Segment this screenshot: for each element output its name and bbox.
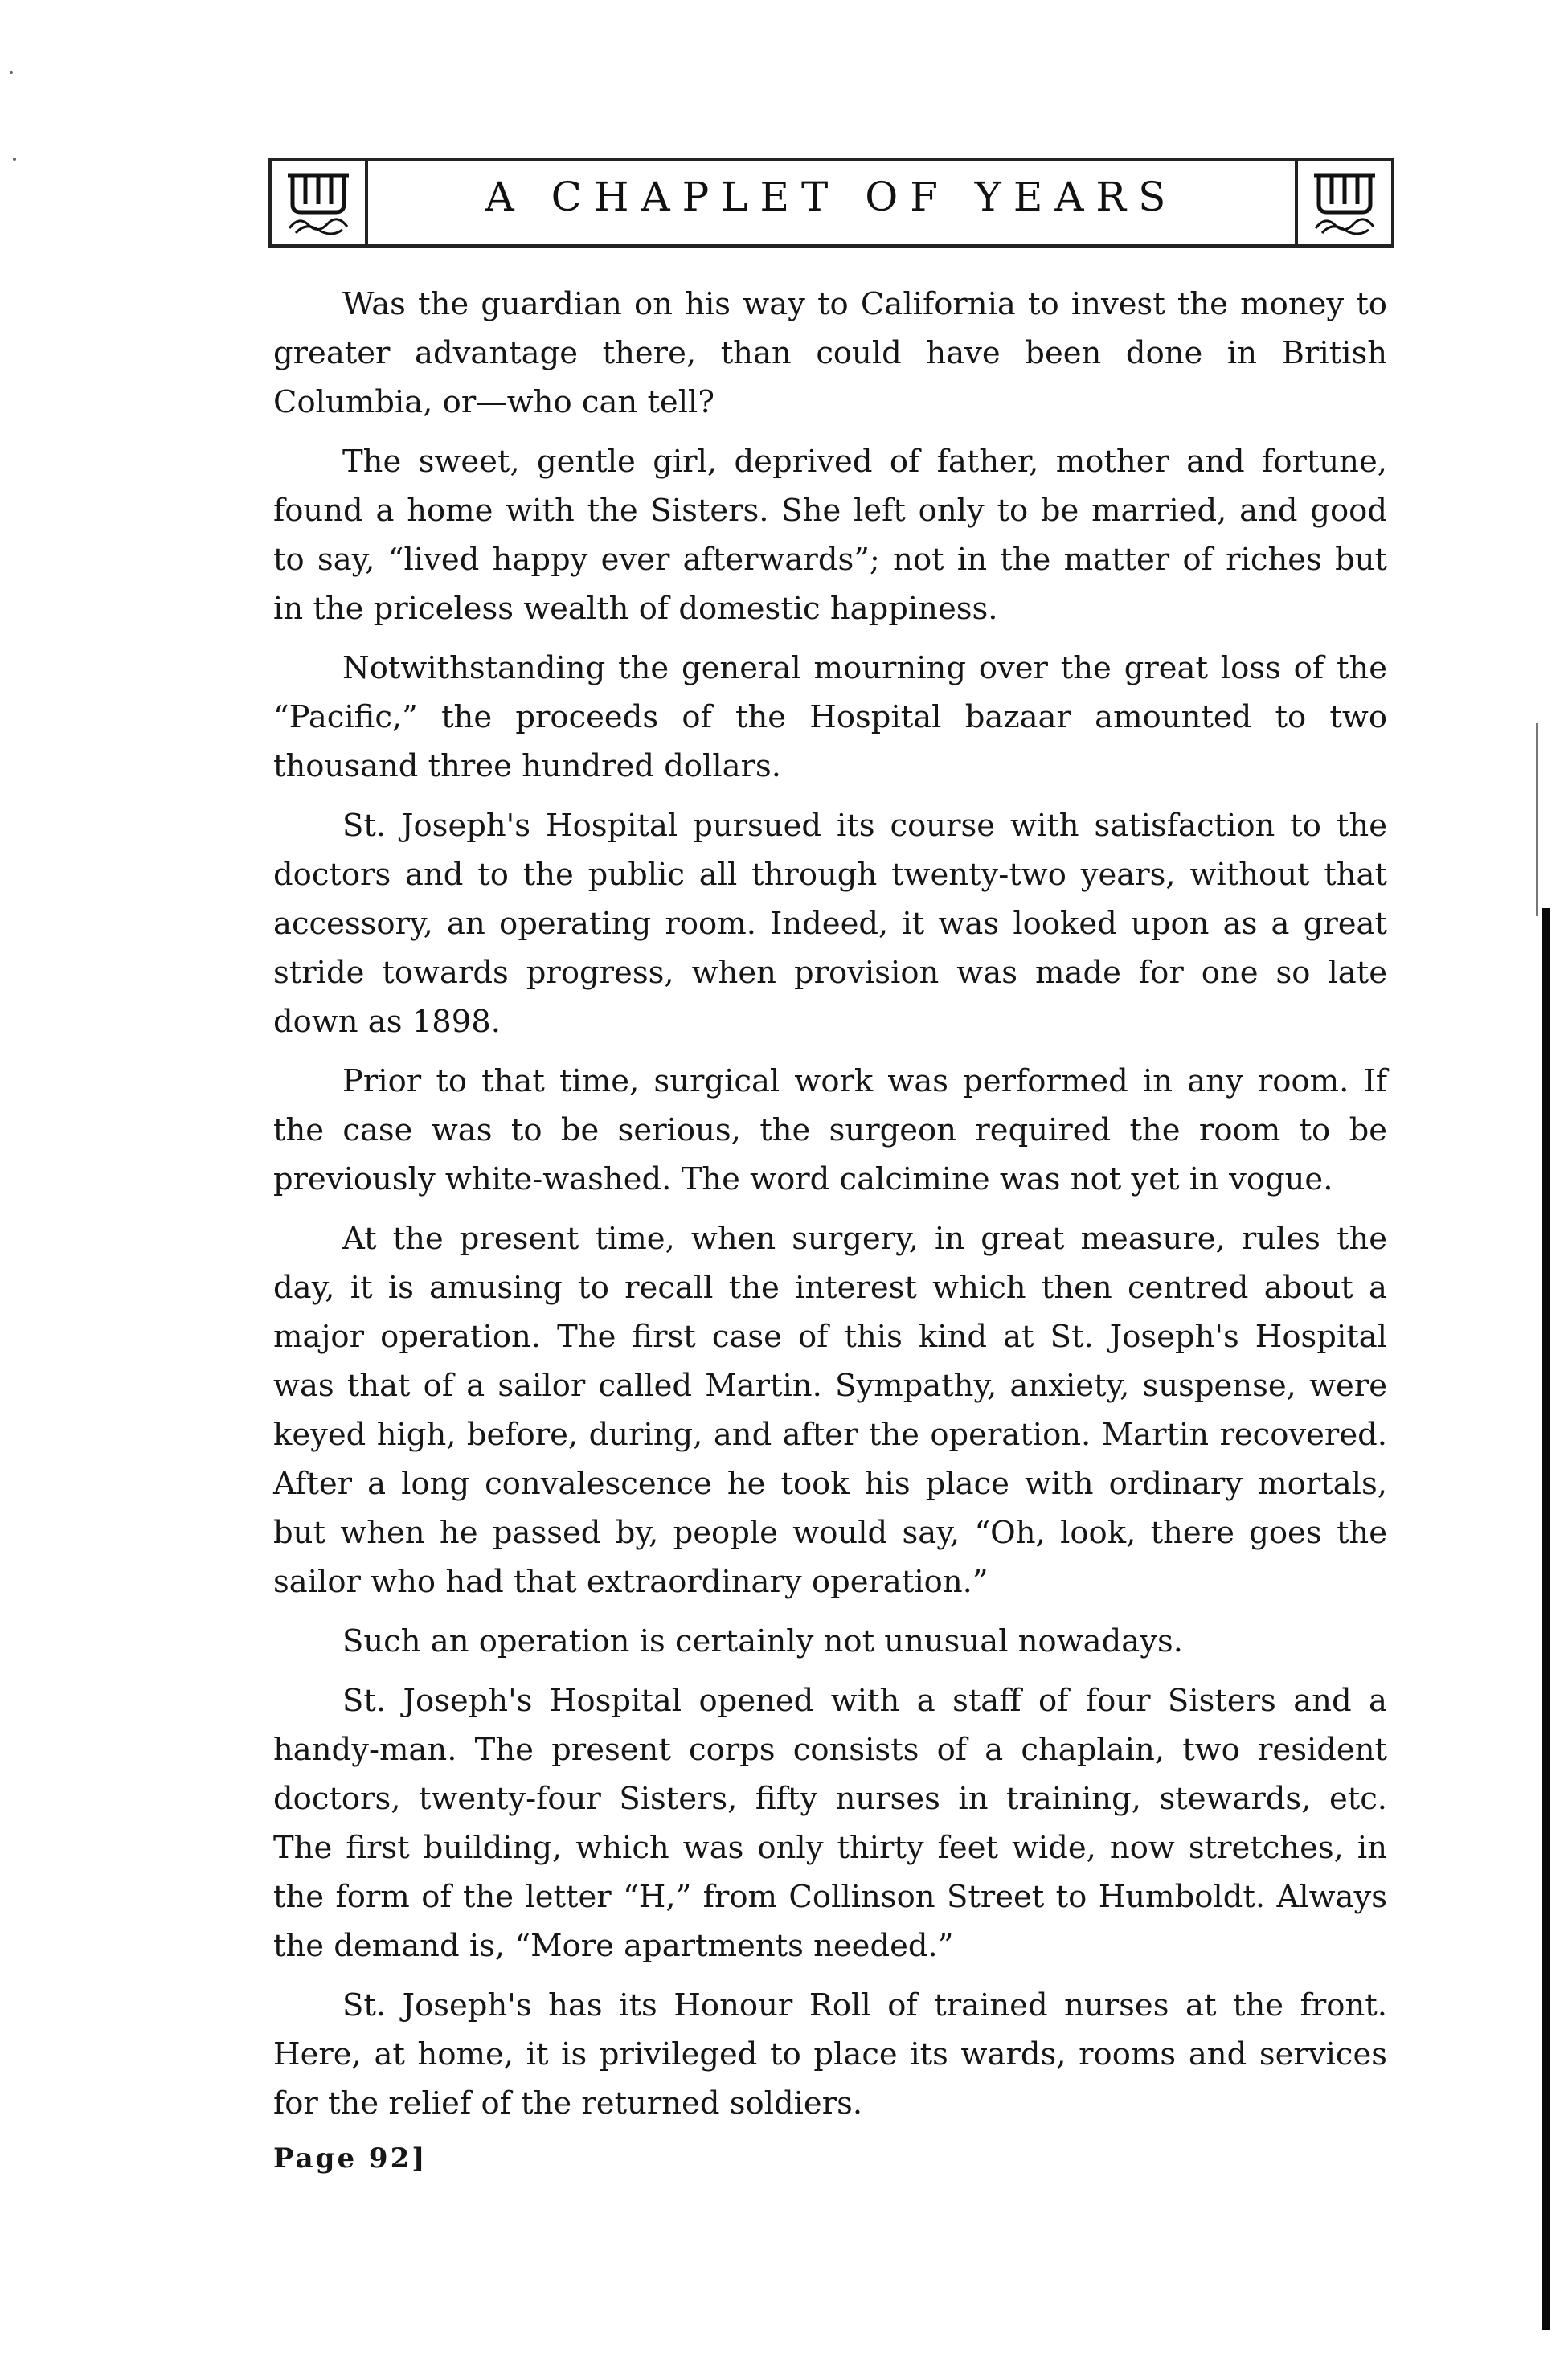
paragraph: The sweet, gentle girl, deprived of father, mother and fortune, found a home with the Sisters. She left only to be married, and good to say, “lived happy ever afterwards”; not in the matter of riches but in the priceless wealth of domestic happiness. bbox=[273, 444, 1387, 627]
paragraph: Prior to that time, surgical work was performed in any room. If the case was to be serious, the surgeon required the room to be previously white-washed. The word calcimine was not yet in vogue. bbox=[273, 1063, 1387, 1197]
paragraph: St. Joseph's Hospital opened with a staff of four Sisters and a handy-man. The present corps consists of a chaplain, two resident doctors, twenty-four Sisters, fifty nurses in training, stewards, etc. The first building, which was only thirty feet wide, now stretches, in the form of the letter “H,” from Collinson Street to Humboldt. Always the demand is, “More apartments needed.” bbox=[273, 1683, 1387, 1964]
scan-speck bbox=[10, 71, 13, 74]
left-ornament-icon bbox=[268, 158, 368, 248]
scan-speck bbox=[13, 158, 16, 161]
scan-edge-shadow bbox=[1536, 723, 1538, 916]
right-ornament-icon bbox=[1295, 158, 1394, 248]
paragraph: St. Joseph's has its Honour Roll of trained nurses at the front. Here, at home, it is privileged to place its wards, rooms and services for the relief of the returned soldiers. bbox=[273, 1987, 1387, 2122]
paragraph: Was the guardian on his way to California to invest the money to greater advantage there, than could have been done in British Columbia, or—who can tell? bbox=[273, 286, 1387, 420]
paragraph: Such an operation is certainly not unusual nowadays. bbox=[342, 1623, 1183, 1659]
ornament-glyph-icon bbox=[1308, 169, 1382, 236]
ornament-glyph-icon bbox=[281, 169, 355, 236]
paragraph: At the present time, when surgery, in great measure, rules the day, it is amusing to recall the interest which then centred about a major operation. The first case of this kind at St. Joseph's Hospital was that of a sailor called Martin. Sympathy, anxiety, suspense, were keyed high, before, during, and after the operation. Martin recovered. After a long convalescence he took his place with ordinary mortals, but when he passed by, people would say, “Oh, look, there goes the sailor who had that extraordinary operation.” bbox=[273, 1221, 1387, 1600]
running-header bbox=[272, 158, 1391, 248]
body-text bbox=[273, 280, 1387, 2179]
paragraph: Notwithstanding the general mourning over the great loss of the “Pacific,” the proceeds of the Hospital bazaar amounted to two thousand three hundred dollars. bbox=[273, 650, 1387, 784]
header-title: A CHAPLET OF YEARS bbox=[485, 174, 1178, 220]
page-number: Page 92] bbox=[273, 2142, 428, 2175]
scan-edge-line bbox=[1542, 908, 1550, 2330]
paragraph: St. Joseph's Hospital pursued its course with satisfaction to the doctors and to the public all through twenty-two years, without that accessory, an operating room. Indeed, it was looked upon as a great stride towards progress, when provision was made for one so late down as 1898. bbox=[273, 808, 1387, 1040]
